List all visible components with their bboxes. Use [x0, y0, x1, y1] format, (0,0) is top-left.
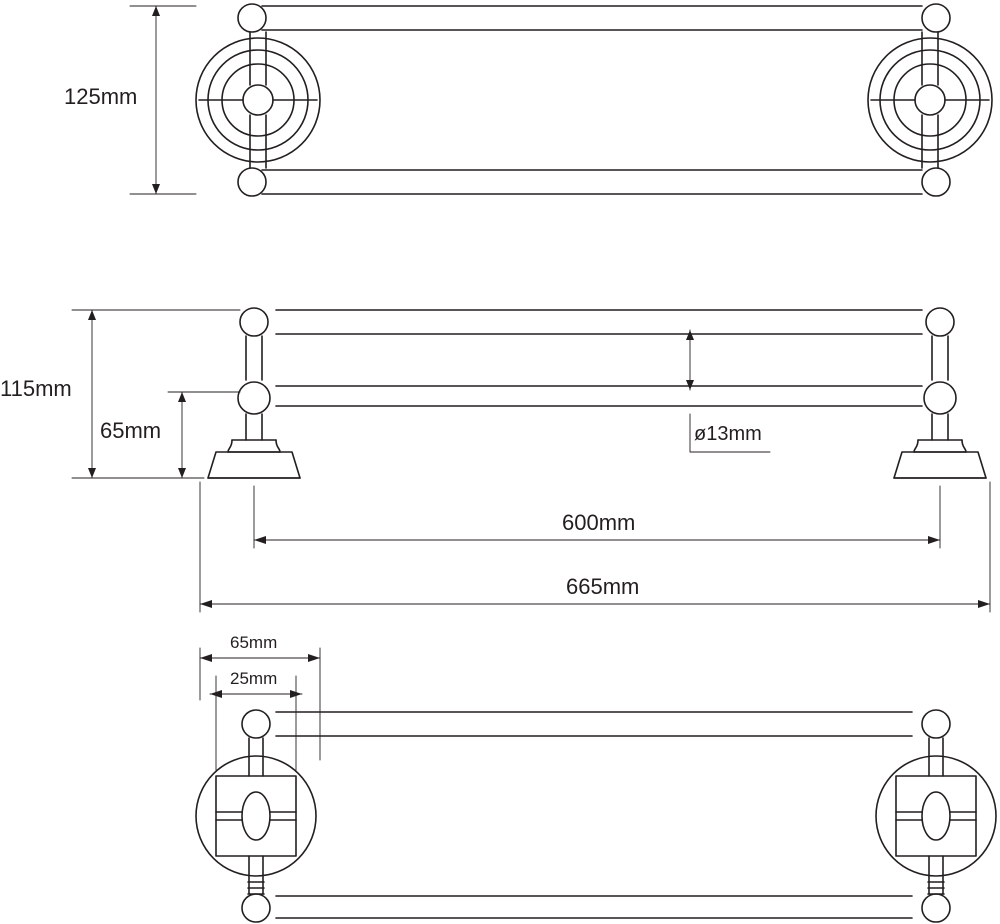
dim-height-65-lines	[168, 392, 240, 478]
dim-width-25-label: 25mm	[230, 669, 278, 688]
dim-length-665-label: 665mm	[566, 574, 640, 599]
dim-width-65-label: 65mm	[230, 633, 278, 652]
dim-diameter-13-label: ø13mm	[694, 423, 762, 445]
dim-height-115-label: 115mm	[0, 376, 72, 401]
dim-height-125-lines	[130, 6, 196, 194]
dim-height-65-label: 65mm	[100, 418, 162, 443]
dim-length-600-label: 600mm	[562, 510, 636, 535]
dim-height-115-lines	[72, 310, 240, 478]
front-view-geometry	[196, 4, 992, 196]
dim-width-65-lines	[200, 648, 320, 760]
top-view-geometry	[196, 710, 996, 922]
dim-height-125-label: 125mm	[64, 84, 138, 109]
side-profile-view-geometry	[208, 308, 986, 478]
